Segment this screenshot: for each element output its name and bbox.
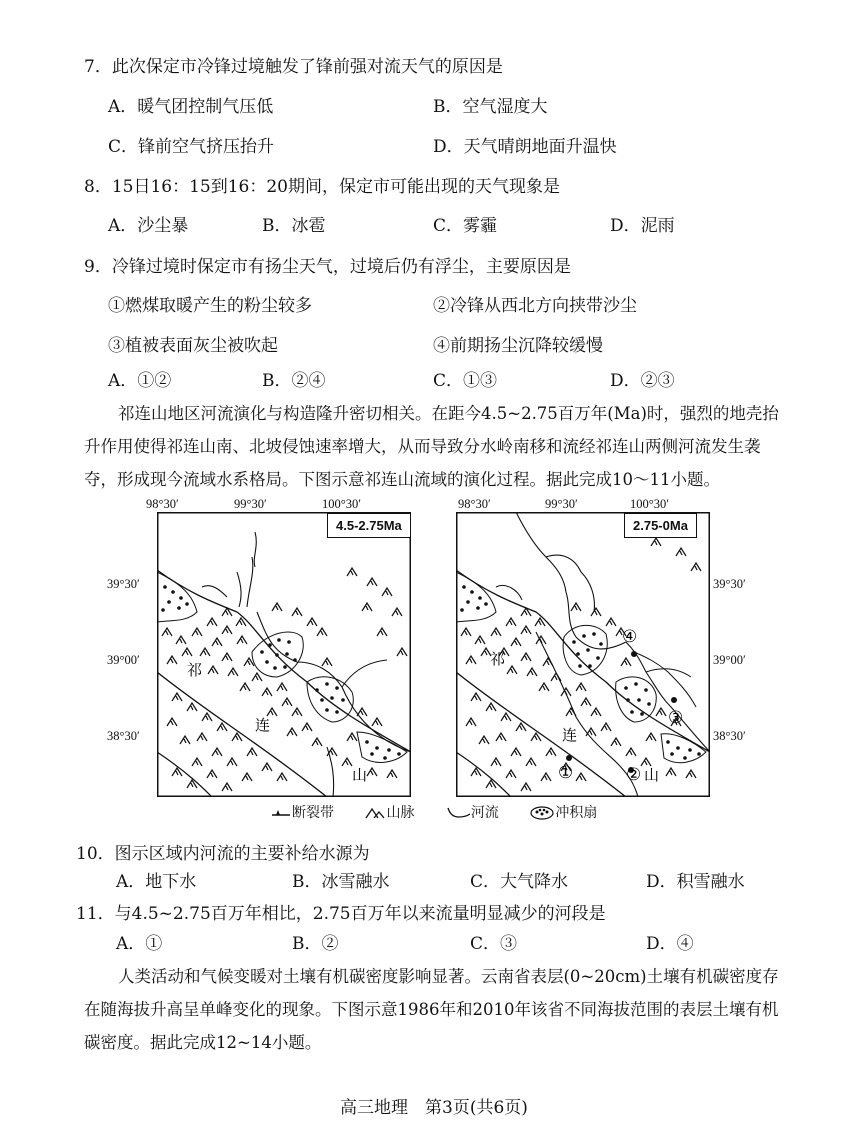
mountain-symbol (382, 588, 392, 596)
right-map-lon-1: 98°30′ (458, 497, 491, 511)
fan-outline (357, 732, 407, 762)
mountain-symbol (176, 636, 186, 644)
mountain-symbol (292, 708, 302, 716)
q7-option-b: B．空气湿度大 (433, 97, 548, 117)
left-map-lat-3: 38°30′ (107, 729, 140, 743)
marker-dot-4 (631, 651, 637, 657)
right-map-lat-1: 39°30′ (713, 577, 746, 591)
mountain-symbol (666, 768, 676, 776)
map-left-label-qi: 祁 (187, 661, 203, 679)
fault-line (157, 752, 212, 797)
mountain-symbol (471, 693, 481, 701)
mountain-symbol (591, 708, 601, 716)
mountain-symbol (237, 636, 247, 644)
mountain-symbol (262, 763, 272, 771)
mountain-symbol (491, 628, 501, 636)
fault-line (157, 672, 327, 797)
q8-stem: 8．15日16：15到16：20期间，保定市可能出现的天气现象是 (84, 177, 560, 197)
map-right (456, 512, 710, 797)
marker-dot-3 (671, 697, 677, 703)
fan-outline (307, 677, 353, 722)
q10-stem: 10．图示区域内河流的主要补给水源为 (76, 844, 370, 864)
map-left-label-shan: 山 (352, 766, 368, 784)
legend-mountain (364, 805, 418, 821)
q7-stem: 7．此次保定市冷锋过境触发了锋前强对流天气的原因是 (84, 57, 503, 77)
mountain-symbol (277, 683, 287, 691)
mountain-symbol (240, 683, 250, 691)
mountain-symbol (541, 773, 551, 781)
mountain-symbol (526, 758, 536, 766)
right-map-lon-3: 100°30′ (630, 497, 669, 511)
mountain-symbol (252, 673, 262, 681)
mountain-symbol (576, 683, 586, 691)
mountain-symbol (292, 608, 302, 616)
q9-stem: 9．冷锋过境时保定市有扬尘天气，过境后仍有浮尘，主要原因是 (84, 257, 571, 277)
mountain-symbol (262, 688, 272, 696)
map-legend (270, 802, 623, 822)
q8-option-c: C．雾霾 (433, 216, 498, 236)
mountain-symbol (307, 618, 317, 626)
right-map-lat-3: 38°30′ (713, 729, 746, 743)
mountain-symbol (242, 773, 252, 781)
legend-fault (270, 805, 338, 821)
mountain-symbol (192, 758, 202, 766)
mountain-symbol (312, 738, 322, 746)
q8-option-b: B．冰雹 (262, 216, 326, 236)
mountain-symbol (372, 718, 382, 726)
map-right-period-tag: 2.75-0Ma (624, 513, 697, 538)
mountain-symbol (511, 748, 521, 756)
mountain-symbol (207, 618, 217, 626)
mountain-symbol (377, 628, 387, 636)
q9-statement-4: ④前期扬尘沉降较缓慢 (433, 336, 603, 356)
mountain-symbol (501, 713, 511, 721)
mountain-symbol (342, 758, 352, 766)
mountain-symbol (516, 723, 526, 731)
q11-option-b: B．② (292, 934, 339, 954)
mountain-symbol (531, 733, 541, 741)
mountain-symbol (172, 693, 182, 701)
q8-option-d: D．泥雨 (610, 216, 675, 236)
map-right-label-qi: 祁 (490, 650, 506, 668)
mountain-symbol (606, 618, 616, 626)
q10-option-b: B．冰雪融水 (292, 872, 390, 892)
mountain-symbol (222, 653, 232, 661)
mountain-symbol (511, 638, 521, 646)
passage-soil-carbon-text: 人类活动和气候变暖对土壤有机碳密度影响显著。云南省表层(0~20cm)土壤有机碳密度存在随海拔升高呈单峰变化的现象。下图示意1986年和2010年该省不同海拔范围的表层土壤有机碳密度。据此完成12~14小题。 (84, 967, 779, 1052)
mountain-symbol (521, 783, 531, 791)
q11-stem: 11．与4.5~2.75百万年相比，2.75百万年以来流量明显减少的河段是 (76, 904, 606, 924)
mountain-symbol (208, 666, 218, 674)
passage-qilian-text: 祁连山地区河流演化与构造隆升密切相关。在距今4.5~2.75百万年(Ma)时，强烈的地壳抬升作用使得祁连山南、北坡侵蚀速率增大，从而导致分水岭南移和流经祁连山两侧河流发生袭夺，形成现今流域水系格局。下图示意祁连山流域的演化过程。据此完成10～11小题。 (84, 404, 779, 489)
mountain-symbol (267, 708, 277, 716)
mountain-symbol (479, 736, 489, 744)
mountain-symbol (543, 658, 553, 666)
mountain-symbol (506, 770, 516, 778)
mountain-symbol (200, 648, 210, 656)
river-line (576, 637, 710, 752)
q7-option-d: D．天气晴朗地面升温快 (433, 137, 617, 157)
mountain-symbol (322, 658, 332, 666)
mountain-symbol (207, 770, 217, 778)
river-line (496, 585, 522, 600)
q9-option-b: B．②④ (262, 371, 326, 391)
mountain-symbol (212, 748, 222, 756)
legend-fan (529, 805, 597, 821)
mountain-symbol (317, 628, 327, 636)
river-line (202, 532, 411, 752)
mountain-symbol (539, 683, 549, 691)
mountain-symbol (626, 748, 636, 756)
mountain-symbol (392, 608, 402, 616)
mountain-symbol (187, 703, 197, 711)
left-map-lon-2: 99°30′ (234, 497, 267, 511)
mountain-symbol (212, 638, 222, 646)
fan-outline (563, 625, 607, 675)
mountain-symbol (302, 723, 312, 731)
mountain-symbol (287, 728, 297, 736)
mountain-symbol (611, 738, 621, 746)
q11-option-d: D．④ (646, 934, 694, 954)
map-left (157, 512, 411, 797)
legend-mountain-label: 山脉 (386, 805, 415, 821)
legend-fault-label: 断裂带 (292, 805, 334, 821)
mountain-symbol (686, 770, 696, 778)
mountain-symbol (466, 656, 476, 664)
mountain-symbol (277, 773, 287, 781)
mountain-symbol (347, 568, 357, 576)
mountain-legend-icon (364, 806, 386, 820)
legend-river-label: 河流 (470, 805, 499, 821)
q8-option-a: A．沙尘暴 (108, 216, 189, 236)
mountain-symbol (367, 768, 377, 776)
mountain-symbol (521, 653, 531, 661)
map-left-period-tag: 4.5-2.75Ma (327, 513, 411, 538)
mountain-symbol (656, 708, 666, 716)
mountain-symbol (571, 603, 581, 611)
mountain-symbol (506, 618, 516, 626)
fan-outline (157, 572, 197, 622)
left-map-lat-2: 39°00′ (107, 653, 140, 667)
q9-statement-3: ③植被表面灰尘被吹起 (108, 336, 278, 356)
map-right-label-lian: 连 (562, 726, 578, 744)
fan-legend-icon (529, 805, 555, 821)
mountain-symbol (676, 548, 686, 556)
river-legend-icon (445, 806, 471, 820)
river-line (342, 660, 387, 687)
q9-option-c: C．①③ (433, 371, 498, 391)
mountain-symbol (641, 758, 651, 766)
mountain-symbol (397, 648, 407, 656)
mountain-symbol (228, 668, 238, 676)
mountain-symbol (581, 698, 591, 706)
mountain-symbol (521, 626, 531, 634)
mountain-symbol (222, 783, 232, 791)
mountain-symbol (387, 770, 397, 778)
mountain-symbol (496, 733, 506, 741)
mountain-symbol (162, 628, 172, 636)
mountain-symbol (272, 603, 282, 611)
mountain-symbol (527, 668, 537, 676)
page-footer: 高三地理 第3页(共6页) (340, 1098, 528, 1118)
mountain-symbol (182, 648, 192, 656)
q10-option-c: C．大气降水 (470, 872, 569, 892)
right-map-lon-2: 99°30′ (545, 497, 578, 511)
q9-option-d: D．②③ (610, 371, 675, 391)
mountain-symbol (601, 723, 611, 731)
river-line (516, 512, 594, 637)
mountain-symbol (167, 656, 177, 664)
fan-outline (456, 572, 496, 622)
mountain-symbol (507, 666, 517, 674)
mountain-symbol (591, 608, 601, 616)
q9-option-a: A．①② (108, 371, 172, 391)
mountain-symbol (466, 718, 476, 726)
fault-line (456, 672, 626, 797)
marker-label-1: ① (558, 763, 574, 783)
marker-label-3: ③ (668, 708, 684, 728)
mountain-symbol (651, 538, 661, 546)
mountain-symbol (347, 733, 357, 741)
fault-legend-icon (270, 807, 292, 819)
q10-option-a: A．地下水 (116, 872, 197, 892)
mountain-symbol (691, 563, 701, 571)
left-map-lon-1: 98°30′ (146, 497, 179, 511)
mountain-symbol (247, 748, 257, 756)
q9-statement-2: ②冷锋从西北方向挟带沙尘 (433, 296, 637, 316)
mountain-symbol (461, 628, 471, 636)
mountain-symbol (217, 723, 227, 731)
right-map-lat-2: 39°00′ (713, 653, 746, 667)
map-left-label-lian: 连 (255, 716, 271, 734)
legend-river (445, 805, 503, 821)
mountain-symbol (197, 733, 207, 741)
q7-option-c: C．锋前空气挤压抬升 (108, 137, 275, 157)
q7-option-a: A．暖气团控制气压低 (108, 97, 274, 117)
mountain-symbol (586, 728, 596, 736)
mountain-symbol (486, 703, 496, 711)
mountain-symbol (232, 733, 242, 741)
mountain-symbol (646, 733, 656, 741)
left-map-lon-3: 100°30′ (322, 497, 361, 511)
mountain-symbols (162, 568, 407, 791)
q11-option-a: A．① (116, 934, 163, 954)
marker-label-2: ② (626, 765, 642, 785)
mountain-symbol (621, 658, 631, 666)
mountain-symbol (576, 773, 586, 781)
mountain-symbol (180, 736, 190, 744)
mountain-symbol (227, 758, 237, 766)
mountain-symbol (475, 636, 485, 644)
river-line (536, 632, 638, 797)
mountain-symbol (491, 758, 501, 766)
q9-statement-1: ①燃煤取暖产生的粉尘较多 (108, 296, 312, 316)
passage-soil-carbon (84, 960, 784, 1059)
map-right-label-shan: 山 (644, 766, 660, 784)
mountain-symbol (222, 626, 232, 634)
fault-line (456, 752, 511, 797)
left-map-lat-1: 39°30′ (107, 577, 140, 591)
legend-fan-label: 冲积扇 (555, 805, 598, 821)
marker-label-4: ④ (622, 627, 638, 647)
mountain-symbol (282, 698, 292, 706)
marker-dot-1 (566, 755, 572, 761)
mountain-symbol (362, 603, 372, 611)
mountain-symbol (546, 748, 556, 756)
q11-option-c: C．③ (470, 934, 518, 954)
passage-qilian (84, 397, 784, 496)
mountain-symbol (192, 628, 202, 636)
q10-option-d: D．积雪融水 (646, 872, 745, 892)
mountain-symbol (202, 713, 212, 721)
mountain-symbol (367, 578, 377, 586)
mountain-symbol (167, 718, 177, 726)
